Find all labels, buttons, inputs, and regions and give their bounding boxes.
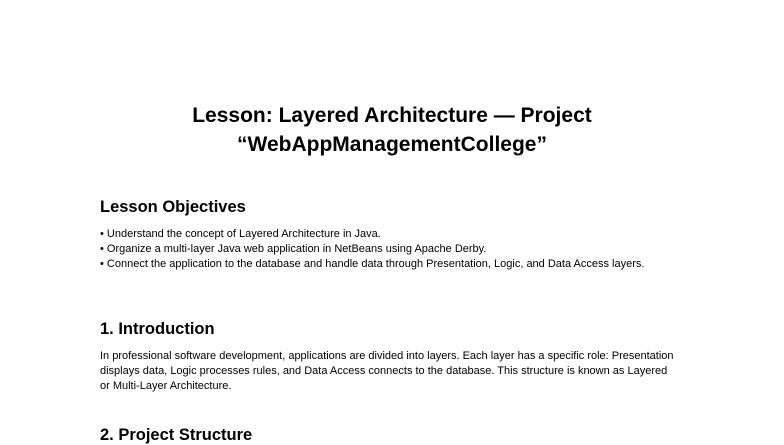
introduction-paragraph: In professional software development, applications are divided into layers. Each layer has a specific role: Presentation displays data, Logic processes rules, and Data Access connects to the database. This structure is known as Layered or Multi-Layer Architecture. bbox=[100, 350, 674, 392]
introduction-heading: 1. Introduction bbox=[100, 320, 215, 338]
objective-item: • Connect the application to the database and handle data through Presentation, Logic, and Data Access layers. bbox=[100, 258, 645, 270]
objective-item: • Understand the concept of Layered Architecture in Java. bbox=[100, 228, 381, 240]
document-title bbox=[0, 101, 784, 159]
document-title-line-2: “WebAppManagementCollege” bbox=[237, 133, 547, 156]
objectives-heading: Lesson Objectives bbox=[100, 198, 246, 216]
project-structure-heading: 2. Project Structure bbox=[100, 426, 253, 444]
document-title-line-1: Lesson: Layered Architecture — Project bbox=[192, 104, 592, 127]
objective-item: • Organize a multi-layer Java web application in NetBeans using Apache Derby. bbox=[100, 243, 487, 255]
objectives-list bbox=[100, 227, 680, 272]
